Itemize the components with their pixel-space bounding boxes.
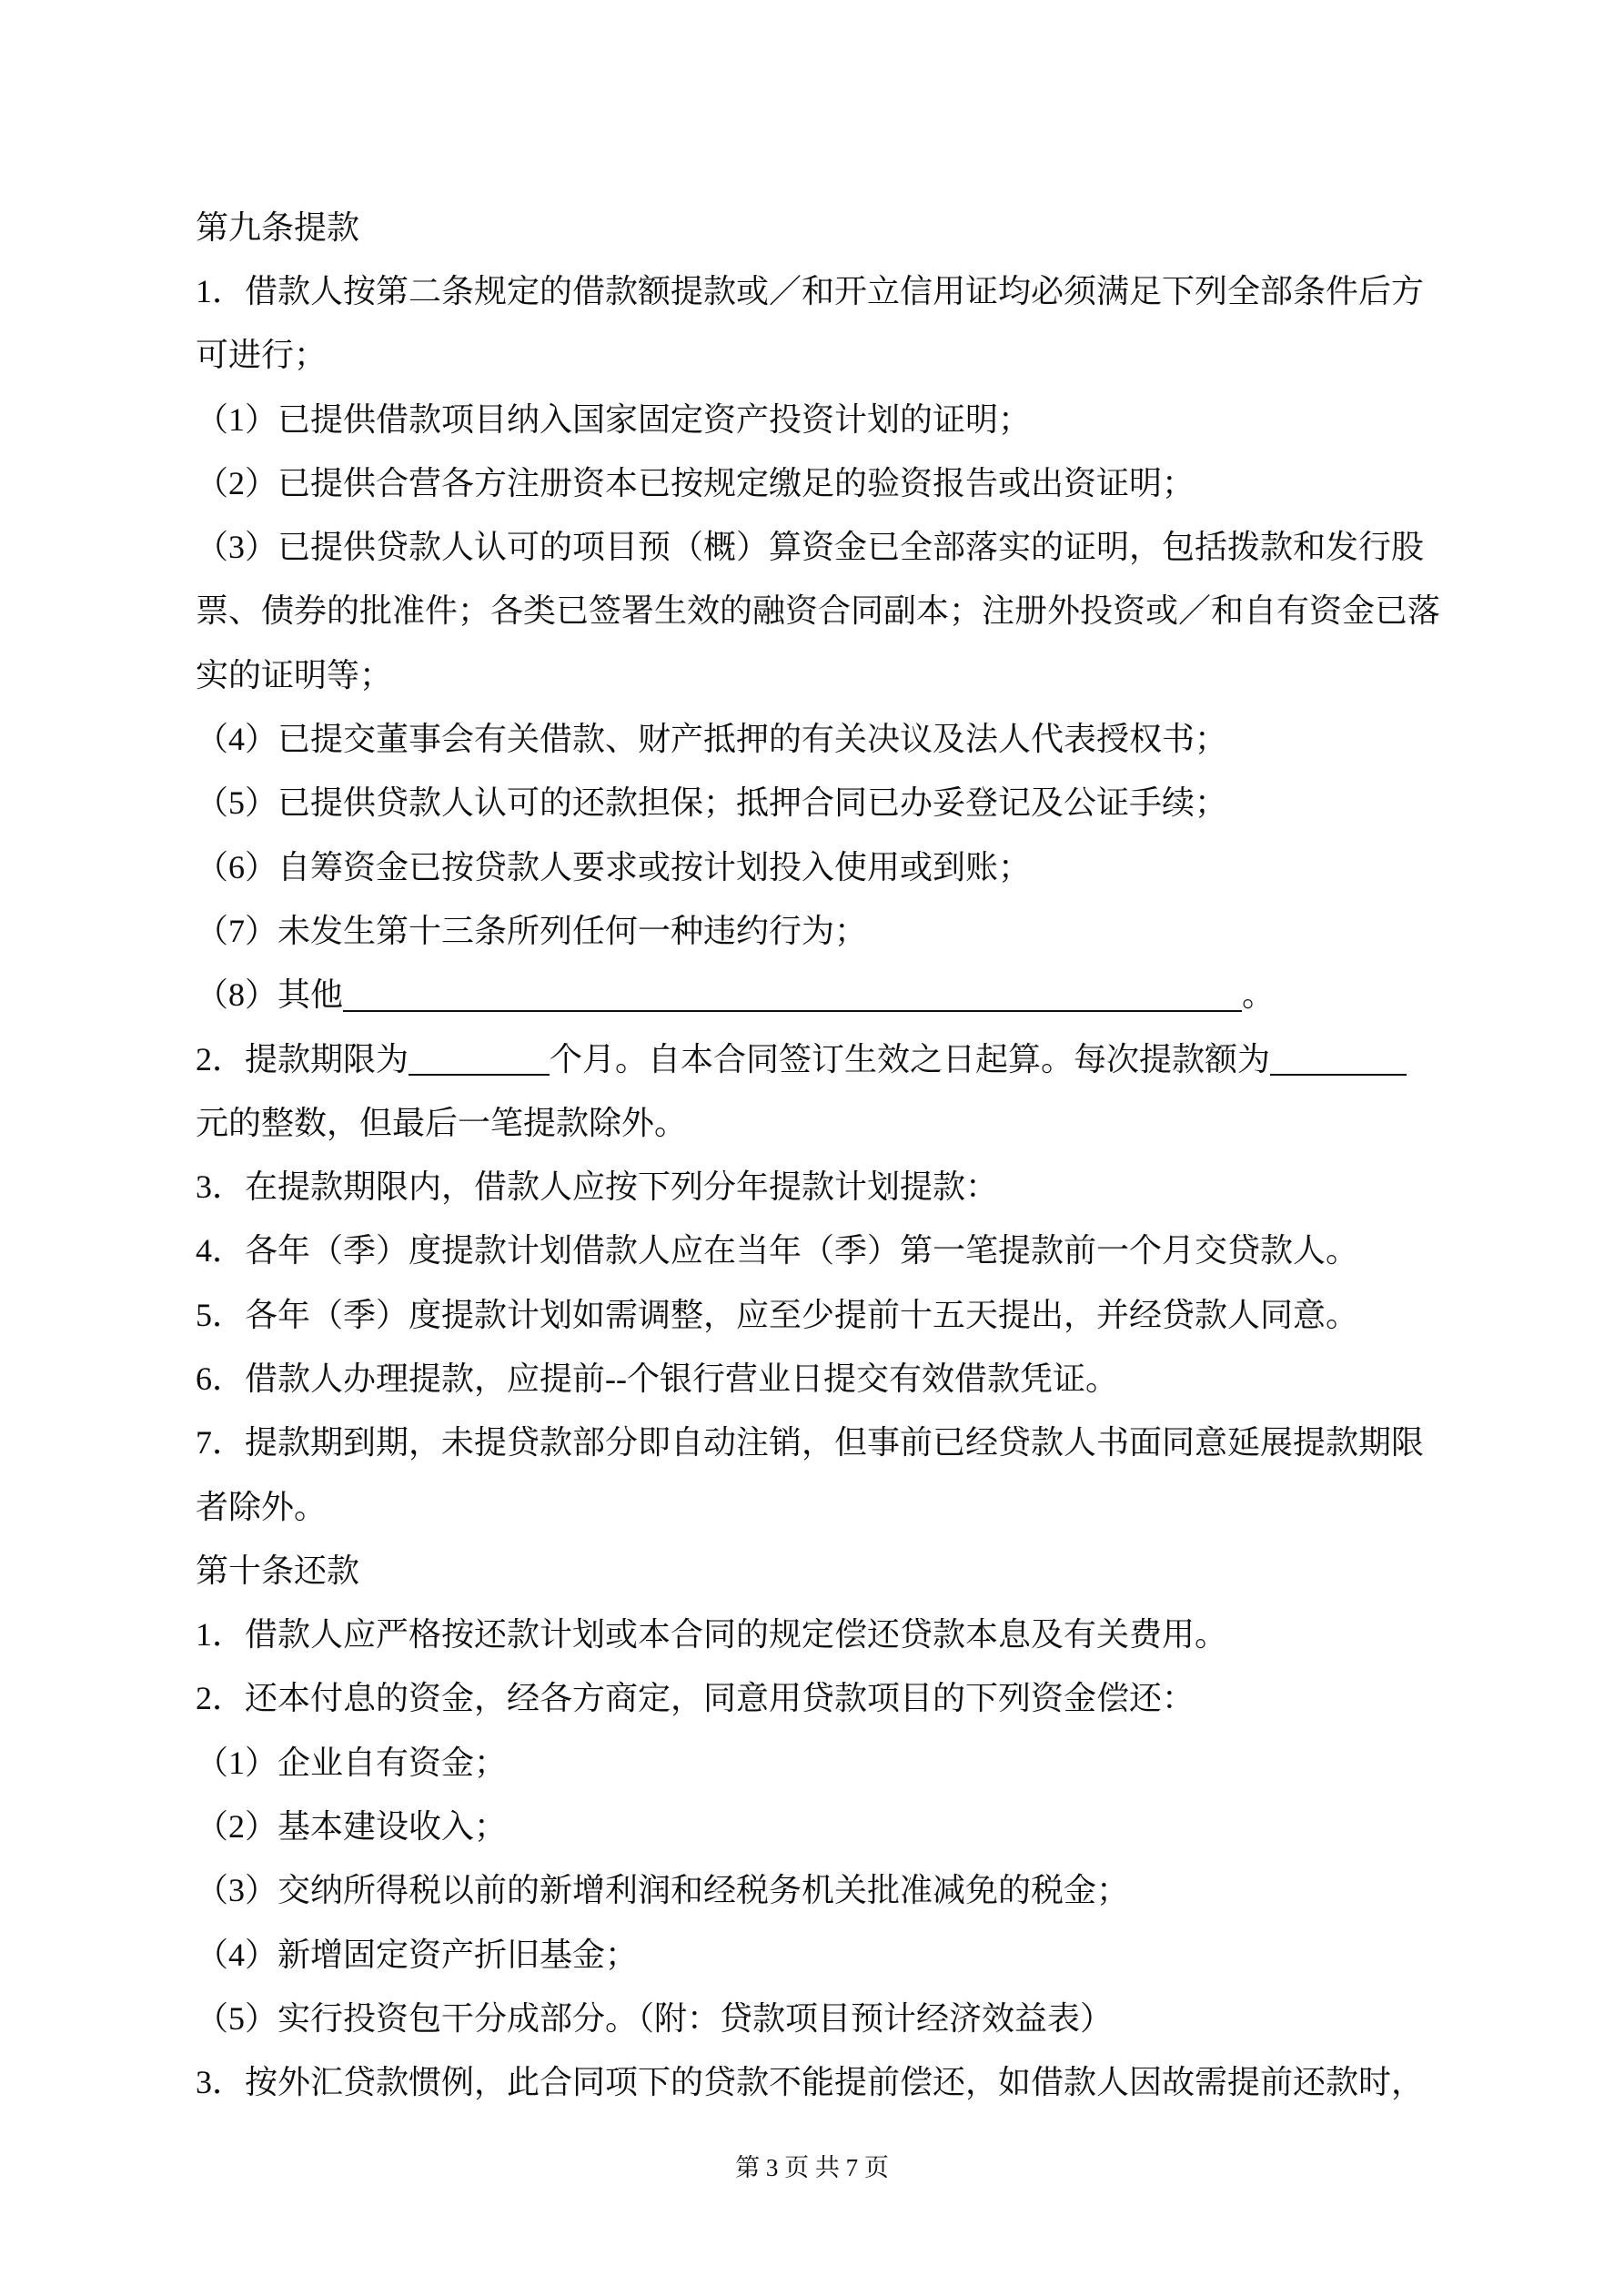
text-line [196,1344,1442,1408]
text-line [196,321,1442,385]
text-line [196,961,1442,1025]
text-segment: 7．提款期到期，未提贷款部分即自动注销，但事前已经贷款人书面同意延展提款期限 [196,1424,1425,1462]
text-segment: （2）已提供合营各方注册资本已按规定缴足的验资报告或出资证明； [196,464,1195,501]
text-line [196,1472,1442,1536]
text-segment: 5．各年（季）度提款计划如需调整，应至少提前十五天提出，并经贷款人同意。 [196,1296,1359,1333]
text-line [196,512,1442,576]
text-line [196,2048,1442,2112]
text-segment: 票、债券的批准件；各类已签署生效的融资合同副本；注册外投资或／和自有资金已落 [196,592,1441,630]
text-segment: （4）已提交董事会有关借款、财产抵押的有关决议及法人代表授权书； [196,721,1228,758]
text-segment: 。 [1242,976,1276,1014]
text-line [196,1984,1442,2048]
text-line [196,704,1442,768]
text-segment: 可进行； [196,337,328,374]
text-segment: （2）基本建设收入； [196,1808,508,1846]
text-line [196,257,1442,320]
fill-in-blank-line [343,1006,1242,1012]
text-line [196,1728,1442,1792]
text-segment: （5）已提供贷款人认可的还款担保；抵押合同已办妥登记及公证手续； [196,784,1228,822]
text-segment: （4）新增固定资产折旧基金； [196,1936,639,1973]
text-segment: 个月。自本合同签订生效之日起算。每次提款额为 [550,1040,1271,1077]
text-line [196,641,1442,704]
text-line [196,1409,1442,1472]
text-segment: （5）实行投资包干分成部分。（附：贷款项目预计经济效益表） [196,1999,1114,2037]
text-segment: （1）已提供借款项目纳入国家固定资产投资计划的证明； [196,400,1032,438]
text-segment: 1．借款人按第二条规定的借款额提款或／和开立信用证均必须满足下列全部条件后方 [196,272,1425,309]
text-segment: （6）自筹资金已按贷款人要求或按计划投入使用或到账； [196,848,1032,885]
article-heading [196,1536,1442,1600]
text-line [196,833,1442,896]
text-segment: 者除外。 [196,1488,328,1525]
text-line [196,1217,1442,1280]
text-line [196,385,1442,449]
article-heading [196,193,1442,257]
text-line [196,449,1442,512]
fill-in-blank-line [1270,1070,1407,1076]
text-segment: （1）企业自有资金； [196,1744,508,1781]
text-segment: 3．按外汇贷款惯例，此合同项下的贷款不能提前偿还，如借款人因故需提前还款时， [196,2064,1425,2101]
text-segment: 4．各年（季）度提款计划借款人应在当年（季）第一笔提款前一个月交贷款人。 [196,1232,1359,1269]
text-segment: 第九条提款 [196,208,360,246]
text-segment: 元的整数，但最后一笔提款除外。 [196,1104,688,1141]
document-body [196,193,1442,2112]
text-line [196,769,1442,833]
text-segment: 实的证明等； [196,656,393,693]
text-segment: 第十条还款 [196,1552,360,1589]
text-line [196,1856,1442,1920]
page-number-footer: 第 3 页 共 7 页 [735,2154,889,2181]
fill-in-blank-line [409,1070,550,1076]
text-line [196,1664,1442,1728]
text-segment: 1．借款人应严格按还款计划或本合同的规定偿还贷款本息及有关费用。 [196,1616,1228,1654]
text-line [196,896,1442,960]
text-segment: （3）已提供贷款人认可的项目预（概）算资金已全部落实的证明，包括拨款和发行股 [196,529,1425,566]
text-line [196,1088,1442,1152]
text-segment: 3．在提款期限内，借款人应按下列分年提款计划提款： [196,1168,999,1206]
text-line [196,1152,1442,1216]
text-line [196,1920,1442,1984]
text-line [196,1601,1442,1664]
text-line [196,1280,1442,1344]
text-segment: （7）未发生第十三条所列任何一种违约行为； [196,912,868,949]
text-line [196,1025,1442,1088]
text-segment: 2．提款期限为 [196,1040,409,1077]
text-line [196,577,1442,641]
text-segment: 2．还本付息的资金，经各方商定，同意用贷款项目的下列资金偿还： [196,1680,1195,1717]
text-line [196,1792,1442,1856]
text-segment: （8）其他 [196,976,344,1014]
text-segment: （3）交纳所得税以前的新增利润和经税务机关批准减免的税金； [196,1872,1130,1909]
text-segment: 6．借款人办理提款，应提前--个银行营业日提交有效借款凭证。 [196,1360,1118,1397]
